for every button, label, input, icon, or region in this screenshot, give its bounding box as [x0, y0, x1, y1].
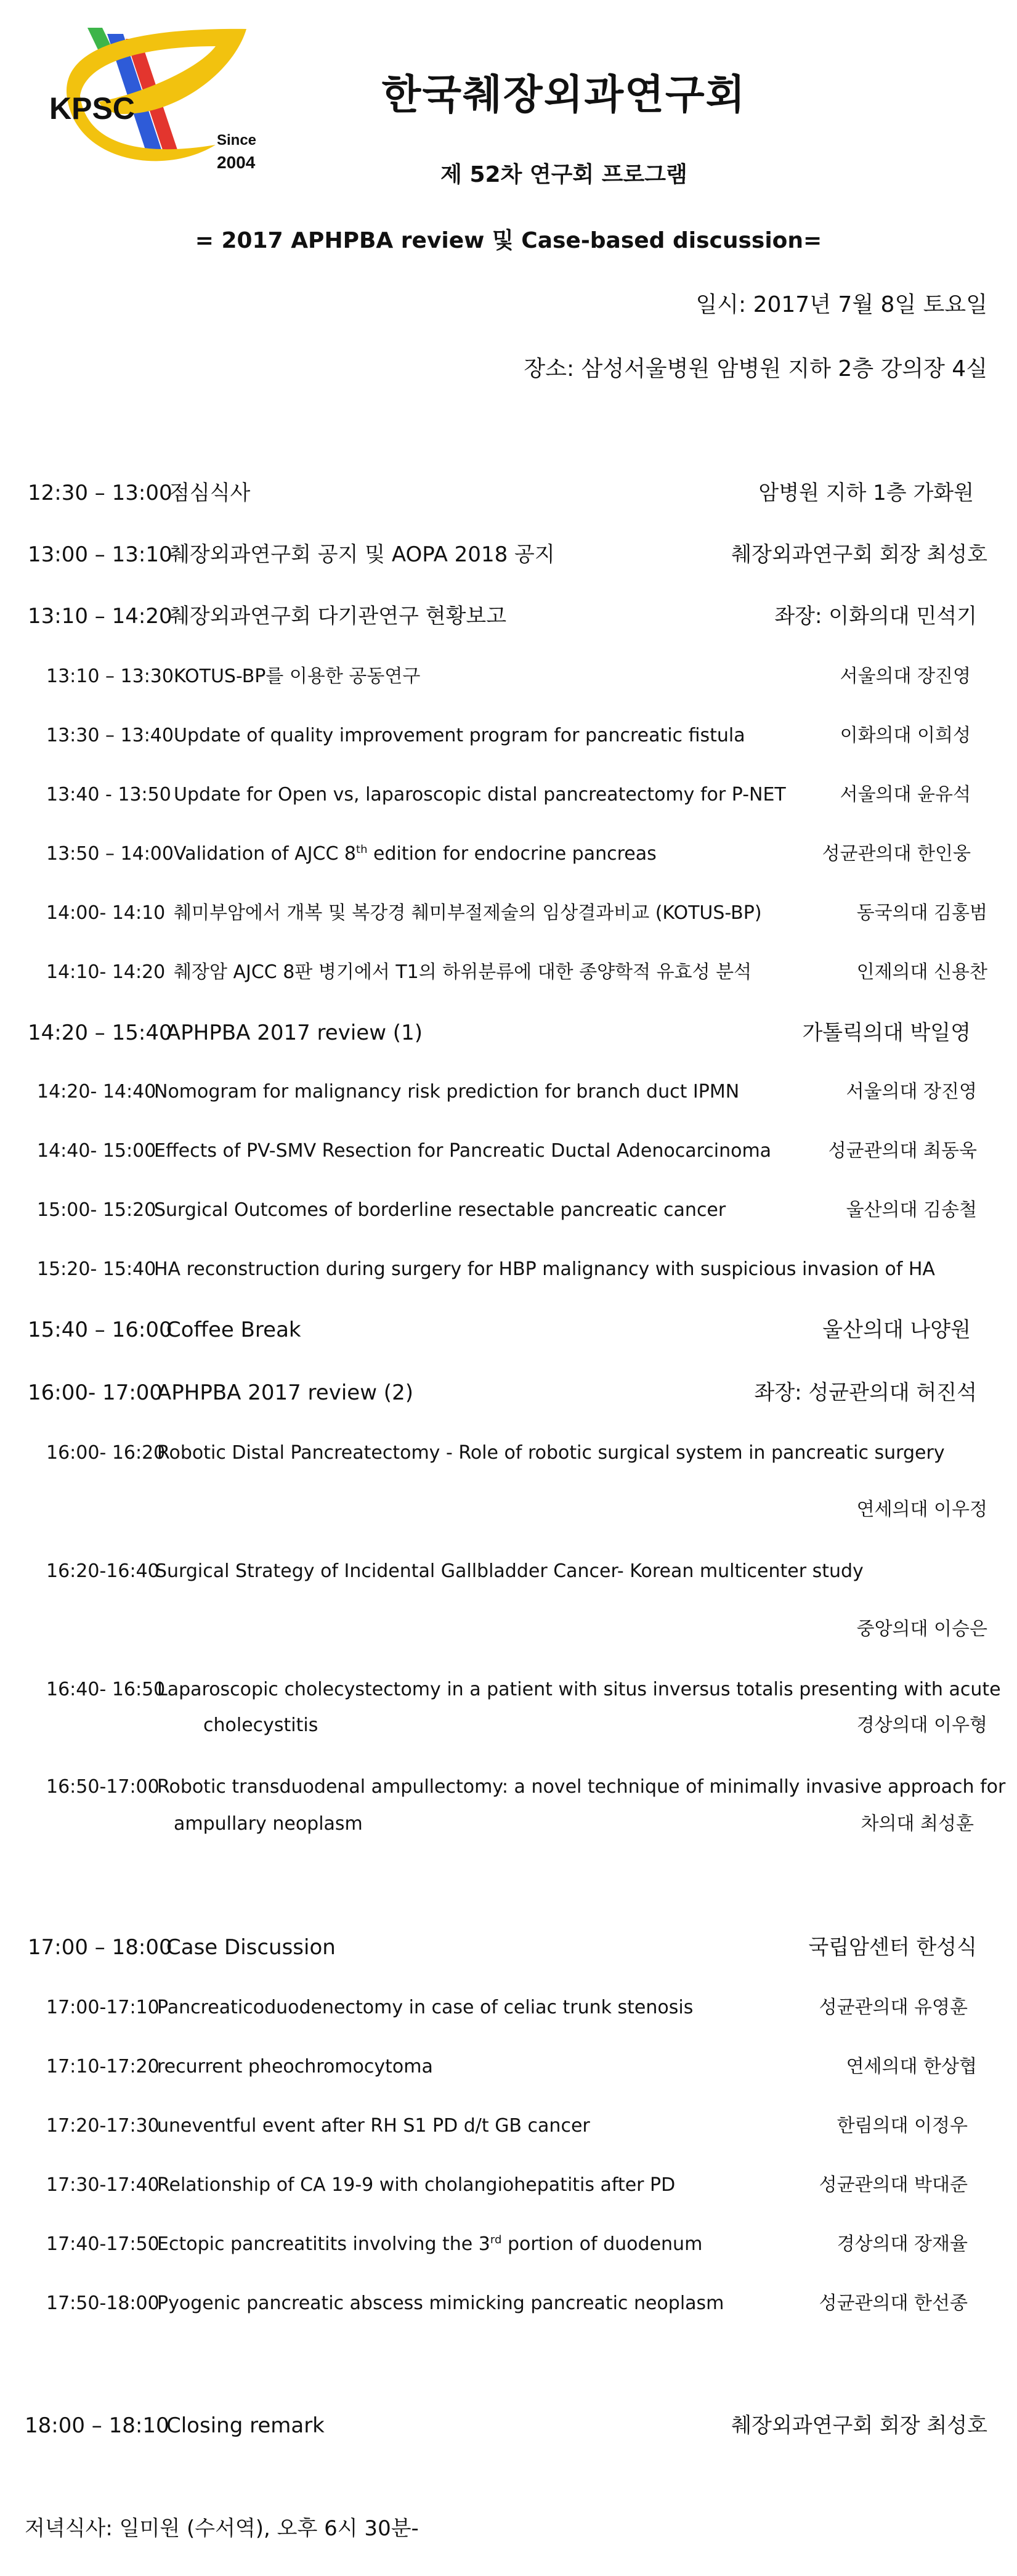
talk-time: 17:10-17:20 [46, 2056, 160, 2077]
session-title: Closing remark [166, 2413, 325, 2438]
talk-row [0, 1553, 1017, 1590]
talk-speaker: 성균관의대 박대준 [819, 2174, 968, 2196]
talk-row [0, 1769, 1017, 1806]
talk-title-continued: ampullary neoplasm [174, 1813, 363, 1835]
talk-time: 17:40-17:50 [46, 2233, 160, 2255]
dinner-info: 저녁식사: 일미원 (수서역), 오후 6시 30분- [25, 2516, 419, 2541]
event-place: 장소: 삼성서울병원 암병원 지하 2층 강의장 4실 [524, 356, 987, 381]
talk-title-continued: cholecystitis [203, 1714, 318, 1736]
talk-row-continued [0, 1707, 1017, 1744]
talk-time: 17:00-17:10 [46, 1997, 160, 2018]
talk-title: 췌장암 AJCC 8판 병기에서 T1의 하위분류에 대한 종양학적 유효성 분석 [174, 961, 752, 983]
talk-title: HA reconstruction during surgery for HBP malignancy with suspicious invasion of HA [154, 1258, 935, 1280]
session-chair: 울산의대 나양원 [822, 1318, 971, 1342]
schedule-row [0, 2407, 1017, 2444]
talk-title: Surgical Strategy of Incidental Gallbladder Cancer- Korean multicenter study [155, 1560, 864, 1582]
talk-time: 17:30-17:40 [46, 2174, 160, 2196]
talk-title: 췌미부암에서 개복 및 복강경 췌미부절제술의 임상결과비교 (KOTUS-BP) [174, 902, 762, 924]
talk-title [174, 836, 657, 873]
talk-title: uneventful event after RH S1 PD d/t GB cancer [157, 2115, 590, 2137]
talk-row [0, 836, 1017, 873]
schedule-row [0, 475, 1017, 512]
talk-time: 16:20-16:40 [46, 1560, 160, 1582]
program-theme: = 2017 APHPBA review 및 Case-based discussion= [195, 228, 822, 253]
session-time: 15:40 – 16:00 [28, 1318, 172, 1342]
session-time: 16:00- 17:00 [28, 1380, 163, 1405]
talk-title: Update of quality improvement program for pancreatic fistula [174, 725, 745, 746]
session-title: Coffee Break [166, 1318, 301, 1342]
talk-row [0, 954, 1017, 991]
talk-time: 13:30 – 13:40 [46, 725, 174, 746]
schedule-row [0, 1929, 1017, 1966]
schedule-row [0, 1374, 1017, 1411]
talk-speaker: 한림의대 이정우 [837, 2115, 968, 2137]
talk-time: 17:50-18:00 [46, 2293, 160, 2314]
session-title: 췌장외과연구회 공지 및 AOPA 2018 공지 [169, 542, 555, 567]
talk-row [0, 1192, 1017, 1229]
talk-speaker: 경상의대 이우형 [856, 1714, 987, 1736]
talk-speaker: 연세의대 한상협 [846, 2056, 977, 2077]
talk-row-continued [0, 1806, 1017, 1843]
talk-speaker: 성균관의대 최동욱 [828, 1140, 977, 1162]
talk-title: Pancreaticoduodenectomy in case of celiac trunk stenosis [157, 1997, 694, 2018]
session-chair: 췌장외과연구회 회장 최성호 [731, 2413, 987, 2438]
talk-title [157, 2226, 702, 2263]
session-chair: 국립암센터 한성식 [808, 1935, 977, 1960]
session-time: 13:00 – 13:10 [28, 542, 172, 567]
talk-row [0, 2226, 1017, 2263]
program-title: 제 52차 연구회 프로그램 [440, 162, 687, 187]
talk-row [0, 2167, 1017, 2204]
talk-row [0, 1671, 1017, 1708]
talk-speaker: 이화의대 이희성 [840, 725, 971, 746]
schedule-row [0, 1311, 1017, 1348]
talk-row [0, 658, 1017, 695]
logo-year: 2004 [217, 153, 256, 172]
session-title: 점심식사 [169, 481, 251, 505]
talk-speaker-row [0, 1611, 1017, 1648]
talk-row [0, 1074, 1017, 1111]
talk-time: 15:20- 15:40 [37, 1258, 156, 1280]
talk-time: 13:40 - 13:50 [46, 784, 171, 805]
talk-row [0, 2285, 1017, 2322]
talk-speaker: 연세의대 이우정 [856, 1499, 987, 1520]
talk-time: 16:00- 16:20 [46, 1442, 166, 1464]
talk-row [0, 1251, 1017, 1288]
session-title: APHPBA 2017 review (2) [157, 1380, 413, 1405]
talk-title: Pyogenic pancreatic abscess mimicking pancreatic neoplasm [157, 2293, 724, 2314]
talk-time: 16:40- 16:50 [46, 1679, 166, 1700]
session-chair: 좌장: 이화의대 민석기 [774, 604, 977, 629]
talk-speaker: 인제의대 신용찬 [856, 961, 987, 983]
talk-time: 13:50 – 14:00 [46, 843, 174, 865]
ordinal-suffix: th [356, 843, 368, 856]
talk-speaker: 성균관의대 유영훈 [819, 1997, 968, 2018]
talk-title-part: portion of duodenum [501, 2233, 703, 2255]
talk-speaker: 서울의대 윤유석 [840, 784, 971, 805]
session-time: 18:00 – 18:10 [25, 2413, 169, 2438]
session-time: 13:10 – 14:20 [28, 604, 172, 629]
talk-speaker: 울산의대 김송철 [846, 1199, 977, 1221]
session-title: 췌장외과연구회 다기관연구 현황보고 [169, 604, 507, 629]
talk-time: 17:20-17:30 [46, 2115, 160, 2137]
talk-speaker: 차의대 최성훈 [861, 1813, 974, 1835]
talk-time: 14:20- 14:40 [37, 1081, 156, 1103]
talk-speaker: 성균관의대 한인웅 [822, 843, 971, 865]
talk-title: Robotic transduodenal ampullectomy: a novel technique of minimally invasive approach for [157, 1776, 1006, 1798]
session-chair: 암병원 지하 1층 가화원 [758, 481, 974, 505]
talk-title: Update for Open vs, laparoscopic distal pancreatectomy for P-NET [174, 784, 786, 805]
session-time: 17:00 – 18:00 [28, 1935, 172, 1960]
talk-title: KOTUS-BP를 이용한 공동연구 [174, 666, 421, 687]
org-name: 한국췌장외과연구회 [381, 71, 747, 118]
talk-row [0, 895, 1017, 932]
talk-time: 14:10- 14:20 [46, 961, 166, 983]
session-chair: 췌장외과연구회 회장 최성호 [731, 542, 987, 567]
ordinal-suffix: rd [490, 2233, 502, 2246]
talk-row [0, 2048, 1017, 2085]
talk-time: 14:00- 14:10 [46, 902, 166, 924]
session-title: APHPBA 2017 review (1) [166, 1021, 423, 1045]
session-chair: 가톨릭의대 박일영 [802, 1021, 971, 1045]
talk-time: 16:50-17:00 [46, 1776, 160, 1798]
talk-row [0, 776, 1017, 813]
session-time: 14:20 – 15:40 [28, 1021, 172, 1045]
talk-time: 14:40- 15:00 [37, 1140, 156, 1162]
talk-title: Effects of PV-SMV Resection for Pancreatic Ductal Adenocarcinoma [154, 1140, 772, 1162]
talk-title: Relationship of CA 19-9 with cholangiohepatitis after PD [157, 2174, 676, 2196]
talk-title: Surgical Outcomes of borderline resectable pancreatic cancer [154, 1199, 726, 1221]
talk-time: 13:10 – 13:30 [46, 666, 174, 687]
talk-title-part: edition for endocrine pancreas [367, 843, 657, 865]
talk-speaker-row [0, 1491, 1017, 1528]
talk-speaker: 서울의대 장진영 [840, 666, 971, 687]
session-time: 12:30 – 13:00 [28, 481, 172, 505]
talk-title-part: Validation of AJCC 8 [174, 843, 357, 865]
event-date: 일시: 2017년 7월 8일 토요일 [695, 292, 987, 317]
talk-speaker: 경상의대 장재율 [837, 2233, 968, 2255]
talk-speaker: 중앙의대 이승은 [856, 1618, 987, 1640]
talk-title: Nomogram for malignancy risk prediction for branch duct IPMN [154, 1081, 740, 1103]
schedule-row [0, 598, 1017, 635]
talk-row [0, 1989, 1017, 2026]
talk-row [0, 1435, 1017, 1472]
talk-speaker: 서울의대 장진영 [846, 1081, 977, 1103]
session-chair: 좌장: 성균관의대 허진석 [754, 1380, 977, 1405]
talk-row [0, 1133, 1017, 1170]
logo-text: KPSC [49, 91, 135, 126]
schedule-row [0, 536, 1017, 573]
talk-title: Robotic Distal Pancreatectomy - Role of robotic surgical system in pancreatic surgery [157, 1442, 945, 1464]
schedule-row [0, 1014, 1017, 1051]
talk-speaker: 성균관의대 한선종 [819, 2293, 968, 2314]
talk-row [0, 2108, 1017, 2145]
talk-speaker: 동국의대 김홍범 [856, 902, 987, 924]
talk-time: 15:00- 15:20 [37, 1199, 156, 1221]
session-title: Case Discussion [166, 1935, 336, 1960]
talk-title: Laparoscopic cholecystectomy in a patient with situs inversus totalis presenting with acute [157, 1679, 1001, 1700]
talk-title-part: Ectopic pancreatitits involving the 3 [157, 2233, 490, 2255]
talk-row [0, 717, 1017, 754]
talk-title: recurrent pheochromocytoma [157, 2056, 433, 2077]
logo-since: Since [217, 132, 257, 149]
